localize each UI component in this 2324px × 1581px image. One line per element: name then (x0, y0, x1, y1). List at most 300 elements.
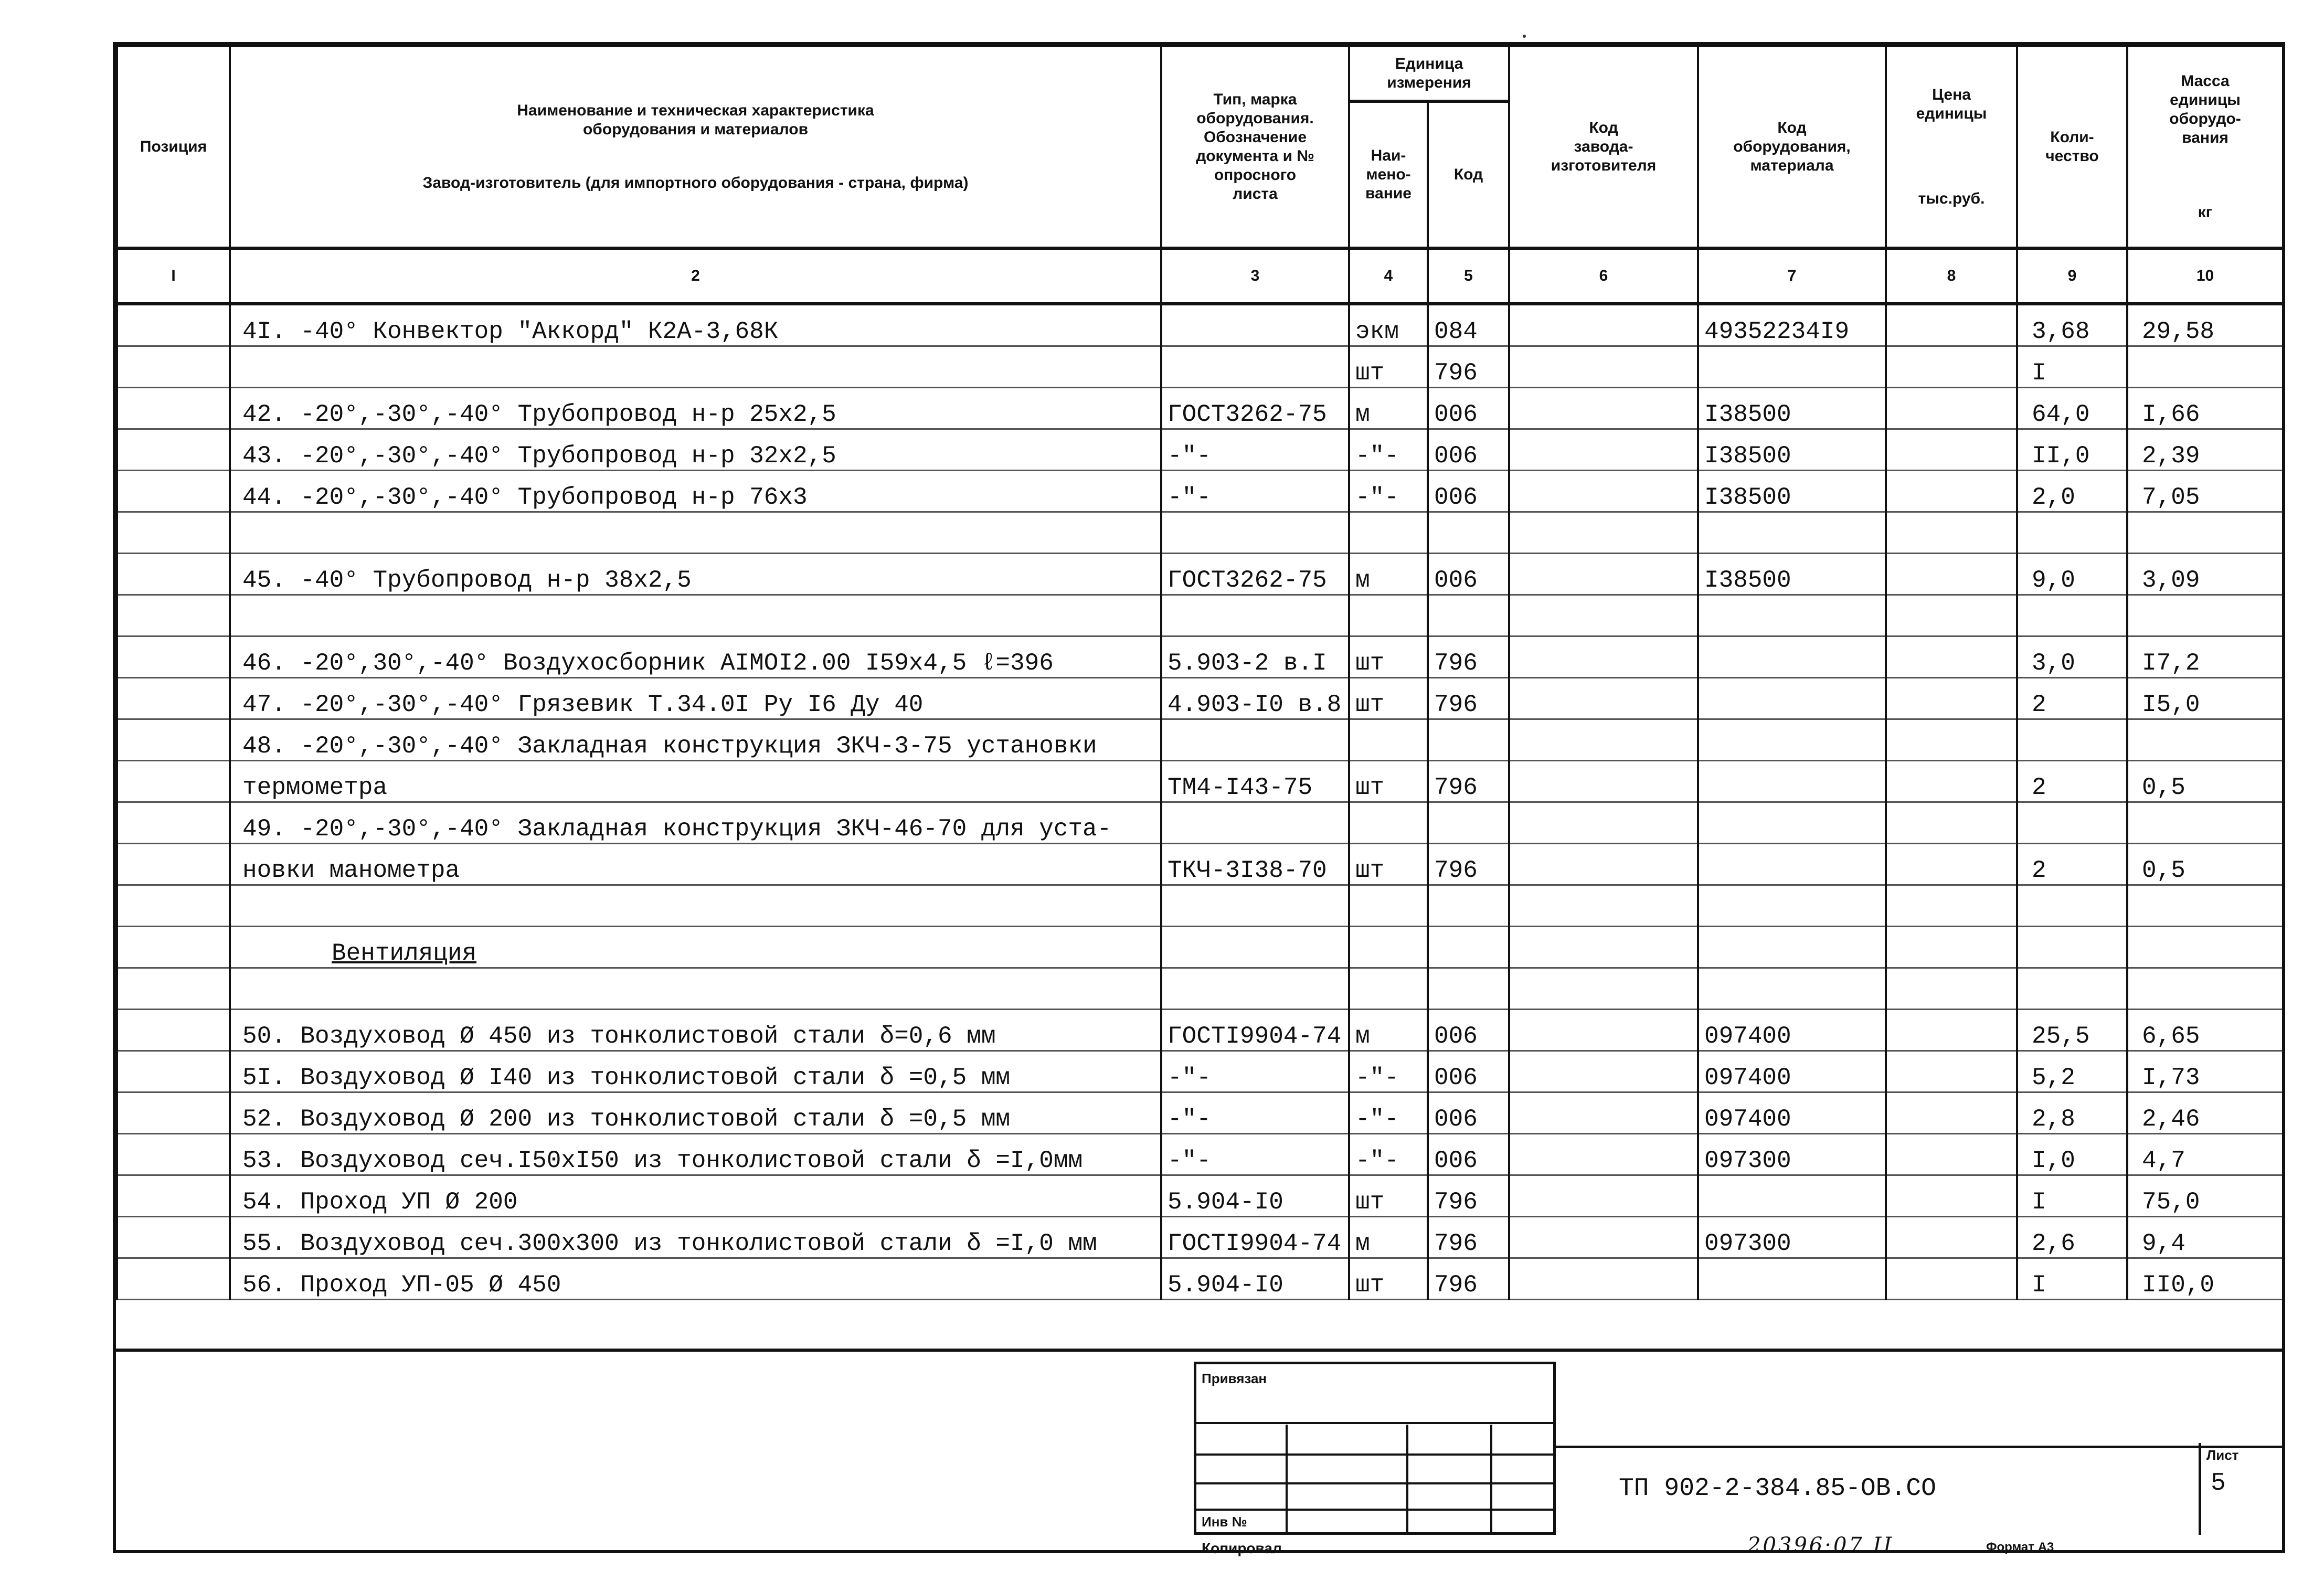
cell-col-1 (117, 802, 230, 844)
cell-col-3 (1161, 512, 1349, 554)
cell-col-4: шт (1349, 346, 1428, 388)
cell-col-3 (1161, 719, 1349, 761)
cell-col-7: 097300 (1698, 1217, 1886, 1258)
cell-col-7 (1698, 1175, 1886, 1217)
cell-col-7 (1698, 512, 1886, 554)
cell-col-1 (117, 595, 230, 636)
cell-col-6 (1509, 1092, 1698, 1134)
cell-col-5: 006 (1428, 1092, 1509, 1134)
column-number: 8 (1886, 248, 2017, 304)
cell-col-2: 48. -20°,-30°,-40° Закладная конструкция ЗКЧ-3-75 установки (230, 719, 1161, 761)
cell-col-6 (1509, 304, 1698, 346)
cell-col-5: 006 (1428, 1010, 1509, 1051)
cell-col-10: I7,2 (2127, 636, 2283, 678)
cell-col-2: новки манометра (230, 844, 1161, 885)
cell-col-3 (1161, 968, 1349, 1010)
cell-col-9: 2 (2017, 678, 2127, 719)
cell-col-6 (1509, 429, 1698, 471)
cell-col-10: 0,5 (2127, 844, 2283, 885)
cell-col-3: 4.903-I0 в.8 (1161, 678, 1349, 719)
header-name (230, 46, 1161, 248)
cell-col-4: шт (1349, 761, 1428, 802)
cell-col-8 (1886, 719, 2017, 761)
stamp-divider (1406, 1425, 1408, 1532)
cell-col-3: ГОСТ3262-75 (1161, 554, 1349, 595)
cell-col-4: м (1349, 554, 1428, 595)
cell-col-3: 5.904-I0 (1161, 1175, 1349, 1217)
table-row (117, 802, 2283, 844)
stamp-line (1196, 1422, 1553, 1424)
cell-col-9: 25,5 (2017, 1010, 2127, 1051)
table-row (117, 678, 2283, 719)
cell-col-1 (117, 927, 230, 968)
header-type: Тип, марка оборудования. Обозначение документа и № опросного листа (1161, 46, 1349, 248)
table-row (117, 512, 2283, 554)
cell-col-3: ГОСТI9904-74 (1161, 1217, 1349, 1258)
table-row (117, 471, 2283, 512)
cell-col-8 (1886, 761, 2017, 802)
cell-col-1 (117, 429, 230, 471)
column-number: 10 (2127, 248, 2283, 304)
cell-col-6 (1509, 471, 1698, 512)
cell-col-10: 2,46 (2127, 1092, 2283, 1134)
cell-col-1 (117, 1134, 230, 1175)
cell-col-7 (1698, 802, 1886, 844)
section-heading: Вентиляция (332, 940, 477, 967)
binding-label: Привязан (1202, 1371, 1267, 1386)
cell-col-5: 006 (1428, 388, 1509, 429)
cell-col-1 (117, 1217, 230, 1258)
cell-col-1 (117, 512, 230, 554)
cell-col-9: 64,0 (2017, 388, 2127, 429)
cell-col-10: 29,58 (2127, 304, 2283, 346)
cell-col-9 (2017, 968, 2127, 1010)
table-row (117, 1217, 2283, 1258)
header-mass-unit: кг (2198, 204, 2213, 221)
inventory-label: Инв № (1202, 1514, 1247, 1530)
cell-col-4: шт (1349, 636, 1428, 678)
cell-col-2: 44. -20°,-30°,-40° Трубопровод н-р 76х3 (230, 471, 1161, 512)
cell-col-7 (1698, 1258, 1886, 1300)
cell-col-7: 097400 (1698, 1051, 1886, 1092)
specification-table (116, 45, 2284, 1300)
cell-col-3: -"- (1161, 471, 1349, 512)
cell-col-5 (1428, 927, 1509, 968)
cell-col-9: 3,0 (2017, 636, 2127, 678)
cell-col-5 (1428, 885, 1509, 927)
cell-col-5: 084 (1428, 304, 1509, 346)
header-position: Позиция (117, 46, 230, 248)
cell-col-6 (1509, 1217, 1698, 1258)
cell-col-2: 49. -20°,-30°,-40° Закладная конструкция ЗКЧ-46-70 для уста- (230, 802, 1161, 844)
cell-col-4: -"- (1349, 1092, 1428, 1134)
table-row (117, 1010, 2283, 1051)
column-number: I (117, 248, 230, 304)
table-row (117, 1258, 2283, 1300)
cell-col-2: 56. Проход УП-05 Ø 450 (230, 1258, 1161, 1300)
column-number: 7 (1698, 248, 1886, 304)
cell-col-9 (2017, 512, 2127, 554)
cell-col-5: 006 (1428, 1051, 1509, 1092)
cell-col-5: 006 (1428, 429, 1509, 471)
cell-col-8 (1886, 595, 2017, 636)
cell-col-7 (1698, 761, 1886, 802)
column-number: 9 (2017, 248, 2127, 304)
column-numbers-row (117, 248, 2283, 304)
cell-col-2: 55. Воздуховод сеч.300х300 из тонколистовой стали δ =I,0 мм (230, 1217, 1161, 1258)
cell-col-7: I38500 (1698, 554, 1886, 595)
cell-col-1 (117, 1175, 230, 1217)
cell-col-4: шт (1349, 1175, 1428, 1217)
cell-col-5: 796 (1428, 1258, 1509, 1300)
cell-col-6 (1509, 802, 1698, 844)
cell-col-3: ТМ4-I43-75 (1161, 761, 1349, 802)
column-number: 3 (1161, 248, 1349, 304)
column-number: 6 (1509, 248, 1698, 304)
cell-col-3 (1161, 927, 1349, 968)
cell-col-5 (1428, 595, 1509, 636)
cell-col-2 (230, 346, 1161, 388)
cell-col-8 (1886, 844, 2017, 885)
table-row (117, 304, 2283, 346)
table-row (117, 719, 2283, 761)
table-row (117, 1134, 2283, 1175)
cell-col-8 (1886, 1217, 2017, 1258)
header-unit-group: Единица измерения (1349, 46, 1509, 101)
cell-col-8 (1886, 346, 2017, 388)
cell-col-9: I (2017, 1258, 2127, 1300)
cell-col-6 (1509, 512, 1698, 554)
table-row (117, 554, 2283, 595)
header-price (1886, 46, 2017, 248)
cell-col-7: I38500 (1698, 471, 1886, 512)
table-row (117, 1092, 2283, 1134)
cell-col-4: м (1349, 388, 1428, 429)
cell-col-8 (1886, 1134, 2017, 1175)
stamp-line (1196, 1482, 1553, 1484)
cell-col-5: 796 (1428, 761, 1509, 802)
cell-col-8 (1886, 802, 2017, 844)
cell-col-4 (1349, 512, 1428, 554)
cell-col-5: 796 (1428, 636, 1509, 678)
cell-col-5: 796 (1428, 844, 1509, 885)
cell-col-10 (2127, 346, 2283, 388)
cell-col-7: 097300 (1698, 1134, 1886, 1175)
cell-col-1 (117, 1258, 230, 1300)
cell-col-1 (117, 304, 230, 346)
cell-col-2: 45. -40° Трубопровод н-р 38х2,5 (230, 554, 1161, 595)
cell-col-9: I,0 (2017, 1134, 2127, 1175)
cell-col-1 (117, 719, 230, 761)
cell-col-2 (230, 927, 1161, 968)
cell-col-5: 006 (1428, 471, 1509, 512)
stamp-divider (1490, 1425, 1492, 1532)
cell-col-1 (117, 1051, 230, 1092)
document-number: ТП 902-2-384.85-ОВ.СО (1619, 1474, 1936, 1503)
cell-col-2: 54. Проход УП Ø 200 (230, 1175, 1161, 1217)
cell-col-4 (1349, 927, 1428, 968)
stamp-divider (1286, 1425, 1288, 1532)
cell-col-10 (2127, 885, 2283, 927)
sheet-label: Лист (2206, 1447, 2239, 1463)
stamp-line (1196, 1453, 1553, 1456)
cell-col-5 (1428, 802, 1509, 844)
cell-col-4 (1349, 719, 1428, 761)
cell-col-8 (1886, 554, 2017, 595)
cell-col-3 (1161, 346, 1349, 388)
cell-col-3: ГОСТI9904-74 (1161, 1010, 1349, 1051)
cell-col-6 (1509, 1134, 1698, 1175)
binding-stamp (1194, 1362, 1556, 1535)
cell-col-8 (1886, 471, 2017, 512)
cell-col-9: 2 (2017, 761, 2127, 802)
cell-col-2: 5I. Воздуховод Ø I40 из тонколистовой стали δ =0,5 мм (230, 1051, 1161, 1092)
cell-col-4: -"- (1349, 1051, 1428, 1092)
cell-col-3: ТКЧ-3I38-70 (1161, 844, 1349, 885)
cell-col-3: -"- (1161, 429, 1349, 471)
cell-col-2: 50. Воздуховод Ø 450 из тонколистовой стали δ=0,6 мм (230, 1010, 1161, 1051)
cell-col-9 (2017, 719, 2127, 761)
cell-col-5: 006 (1428, 554, 1509, 595)
cell-col-3 (1161, 304, 1349, 346)
cell-col-7: 097400 (1698, 1010, 1886, 1051)
cell-col-5: 796 (1428, 1217, 1509, 1258)
header-equipment-code: Код оборудования, материала (1698, 46, 1886, 248)
table-row (117, 595, 2283, 636)
cell-col-10 (2127, 927, 2283, 968)
cell-col-6 (1509, 554, 1698, 595)
cell-col-10: I5,0 (2127, 678, 2283, 719)
cell-col-2: 46. -20°,30°,-40° Воздухосборник AIMOI2.00 I59х4,5 ℓ=396 (230, 636, 1161, 678)
cell-col-9: 2 (2017, 844, 2127, 885)
cell-col-4 (1349, 968, 1428, 1010)
table-row (117, 1175, 2283, 1217)
cell-col-9: 2,0 (2017, 471, 2127, 512)
cell-col-10: 4,7 (2127, 1134, 2283, 1175)
cell-col-7 (1698, 595, 1886, 636)
cell-col-4: м (1349, 1010, 1428, 1051)
cell-col-10: 0,5 (2127, 761, 2283, 802)
header-unit-code: Код (1428, 101, 1509, 248)
cell-col-6 (1509, 636, 1698, 678)
cell-col-6 (1509, 927, 1698, 968)
cell-col-6 (1509, 1010, 1698, 1051)
cell-col-8 (1886, 968, 2017, 1010)
cell-col-6 (1509, 719, 1698, 761)
cell-col-1 (117, 968, 230, 1010)
cell-col-10 (2127, 719, 2283, 761)
cell-col-2: термометра (230, 761, 1161, 802)
cell-col-4: м (1349, 1217, 1428, 1258)
cell-col-1 (117, 346, 230, 388)
cell-col-1 (117, 388, 230, 429)
cell-col-10 (2127, 512, 2283, 554)
cell-col-7 (1698, 719, 1886, 761)
table-row (117, 636, 2283, 678)
header-price-unit: тыс.руб. (1918, 190, 1985, 207)
table-row (117, 1051, 2283, 1092)
cell-col-3: -"- (1161, 1134, 1349, 1175)
cell-col-8 (1886, 1051, 2017, 1092)
cell-col-1 (117, 636, 230, 678)
cell-col-9: II,0 (2017, 429, 2127, 471)
cell-col-2: 53. Воздуховод сеч.I50хI50 из тонколистовой стали δ =I,0мм (230, 1134, 1161, 1175)
cell-col-2: 43. -20°,-30°,-40° Трубопровод н-р 32х2,5 (230, 429, 1161, 471)
cell-col-6 (1509, 678, 1698, 719)
cell-col-8 (1886, 1175, 2017, 1217)
cell-col-1 (117, 471, 230, 512)
cell-col-10: 3,09 (2127, 554, 2283, 595)
cell-col-9 (2017, 802, 2127, 844)
cell-col-8 (1886, 429, 2017, 471)
cell-col-2: 52. Воздуховод Ø 200 из тонколистовой стали δ =0,5 мм (230, 1092, 1161, 1134)
header-mass (2127, 46, 2283, 248)
header-name-title: Наименование и техническая характеристика оборудования и материалов (517, 102, 874, 138)
copied-by-label: Копировал (1202, 1540, 1282, 1556)
cell-col-7: I38500 (1698, 429, 1886, 471)
cell-col-7 (1698, 885, 1886, 927)
cell-col-3 (1161, 595, 1349, 636)
cell-col-1 (117, 554, 230, 595)
cell-col-5: 796 (1428, 678, 1509, 719)
cell-col-1 (117, 885, 230, 927)
cell-col-9 (2017, 927, 2127, 968)
cell-col-7: I38500 (1698, 388, 1886, 429)
cell-col-9: 2,8 (2017, 1092, 2127, 1134)
cell-col-3 (1161, 802, 1349, 844)
cell-col-10: II0,0 (2127, 1258, 2283, 1300)
cell-col-7: 097400 (1698, 1092, 1886, 1134)
column-number: 5 (1428, 248, 1509, 304)
cell-col-6 (1509, 761, 1698, 802)
cell-col-3: 5.904-I0 (1161, 1258, 1349, 1300)
sheet-number: 5 (2211, 1469, 2226, 1498)
header-unit-name: Наи- мено- вание (1349, 101, 1428, 248)
cell-col-9: 3,68 (2017, 304, 2127, 346)
cell-col-2 (230, 885, 1161, 927)
cell-col-5 (1428, 719, 1509, 761)
cell-col-5: 796 (1428, 1175, 1509, 1217)
cell-col-3 (1161, 885, 1349, 927)
cell-col-1 (117, 1092, 230, 1134)
cell-col-8 (1886, 678, 2017, 719)
cell-col-5 (1428, 512, 1509, 554)
sheet-number-box (2199, 1443, 2254, 1535)
header-quantity: Коли- чество (2017, 46, 2127, 248)
stray-dot (1523, 35, 1526, 38)
cell-col-2: 47. -20°,-30°,-40° Грязевик Т.34.0I Ру I6 Ду 40 (230, 678, 1161, 719)
cell-col-8 (1886, 388, 2017, 429)
cell-col-1 (117, 844, 230, 885)
cell-col-4 (1349, 885, 1428, 927)
cell-col-2 (230, 595, 1161, 636)
cell-col-4 (1349, 802, 1428, 844)
cell-col-2 (230, 512, 1161, 554)
table-row (117, 388, 2283, 429)
cell-col-8 (1886, 1010, 2017, 1051)
cell-col-10: 75,0 (2127, 1175, 2283, 1217)
cell-col-10 (2127, 802, 2283, 844)
header-factory-code: Код завода- изготовителя (1509, 46, 1698, 248)
cell-col-5: 796 (1428, 346, 1509, 388)
table-row (117, 346, 2283, 388)
cell-col-6 (1509, 968, 1698, 1010)
cell-col-6 (1509, 346, 1698, 388)
archive-number: 20396·07 II (1747, 1533, 1894, 1557)
cell-col-9: 9,0 (2017, 554, 2127, 595)
cell-col-6 (1509, 1051, 1698, 1092)
cell-col-10: 9,4 (2127, 1217, 2283, 1258)
cell-col-10: 6,65 (2127, 1010, 2283, 1051)
cell-col-6 (1509, 388, 1698, 429)
cell-col-2: 4I. -40° Конвектор "Аккорд" К2А-3,68К (230, 304, 1161, 346)
cell-col-10 (2127, 968, 2283, 1010)
cell-col-4: -"- (1349, 471, 1428, 512)
header-price-title: Цена единицы (1916, 86, 1987, 122)
cell-col-4: -"- (1349, 429, 1428, 471)
cell-col-7 (1698, 636, 1886, 678)
cell-col-8 (1886, 927, 2017, 968)
cell-col-5: 006 (1428, 1134, 1509, 1175)
table-row (117, 429, 2283, 471)
table-row (117, 968, 2283, 1010)
format-label: Формат А3 (1986, 1540, 2054, 1554)
cell-col-9: 5,2 (2017, 1051, 2127, 1092)
cell-col-2: 42. -20°,-30°,-40° Трубопровод н-р 25х2,5 (230, 388, 1161, 429)
cell-col-6 (1509, 844, 1698, 885)
cell-col-3: -"- (1161, 1092, 1349, 1134)
cell-col-1 (117, 1010, 230, 1051)
cell-col-4: экм (1349, 304, 1428, 346)
cell-col-8 (1886, 636, 2017, 678)
header-mass-title: Масса единицы оборудо- вания (2169, 72, 2241, 146)
cell-col-2 (230, 968, 1161, 1010)
cell-col-8 (1886, 304, 2017, 346)
table-row (117, 761, 2283, 802)
cell-col-6 (1509, 1258, 1698, 1300)
cell-col-9: I (2017, 1175, 2127, 1217)
cell-col-9 (2017, 595, 2127, 636)
table-row (117, 885, 2283, 927)
table-row (117, 927, 2283, 968)
cell-col-1 (117, 761, 230, 802)
table-body (117, 304, 2283, 1300)
table-row (117, 844, 2283, 885)
cell-col-10 (2127, 595, 2283, 636)
cell-col-6 (1509, 1175, 1698, 1217)
header-manufacturer: Завод-изготовитель (для импортного оборудования - страна, фирма) (422, 174, 969, 192)
cell-col-10: 7,05 (2127, 471, 2283, 512)
cell-col-4 (1349, 595, 1428, 636)
cell-col-8 (1886, 1258, 2017, 1300)
title-block (1556, 1446, 2285, 1537)
cell-col-7 (1698, 844, 1886, 885)
cell-col-10: I,66 (2127, 388, 2283, 429)
cell-col-7 (1698, 346, 1886, 388)
cell-col-7 (1698, 678, 1886, 719)
cell-col-6 (1509, 595, 1698, 636)
cell-col-4: -"- (1349, 1134, 1428, 1175)
cell-col-8 (1886, 885, 2017, 927)
cell-col-9: I (2017, 346, 2127, 388)
cell-col-4: шт (1349, 678, 1428, 719)
column-number: 4 (1349, 248, 1428, 304)
cell-col-3: 5.903-2 в.I (1161, 636, 1349, 678)
cell-col-8 (1886, 1092, 2017, 1134)
cell-col-8 (1886, 512, 2017, 554)
cell-col-7 (1698, 968, 1886, 1010)
cell-col-7: 49352234I9 (1698, 304, 1886, 346)
